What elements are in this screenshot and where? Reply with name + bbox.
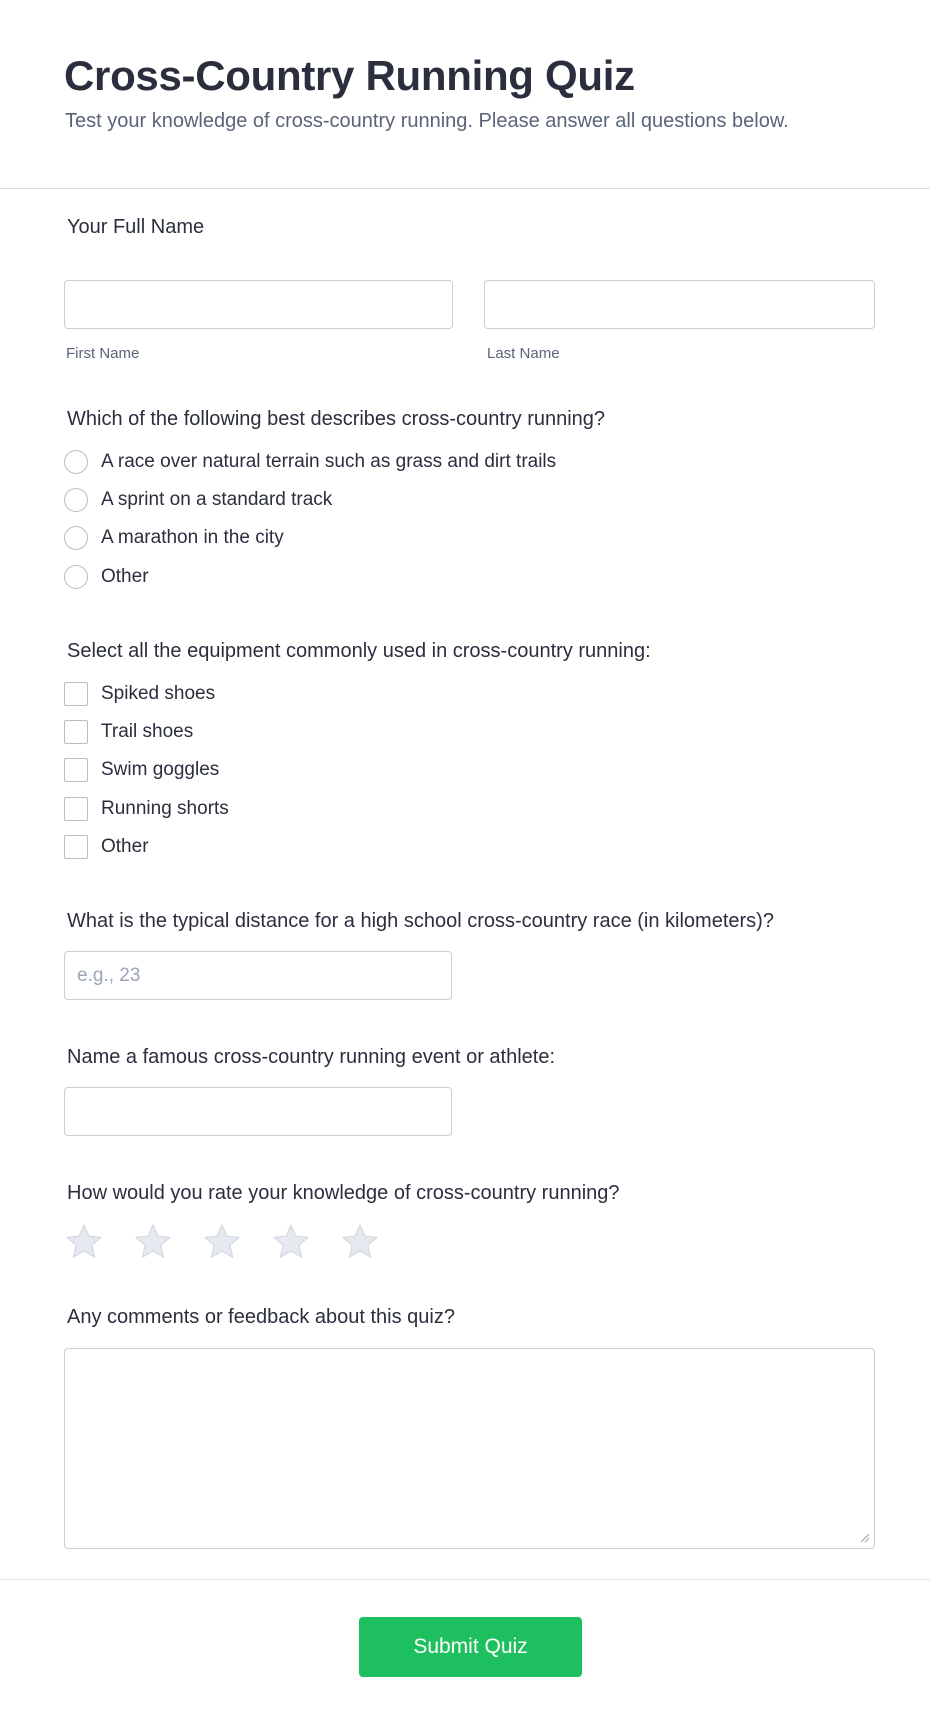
checkbox-option-label: Swim goggles	[101, 759, 220, 780]
famous-event-input[interactable]	[64, 1087, 452, 1136]
radio-option-label: A marathon in the city	[101, 527, 284, 548]
checkbox-option-label: Other	[101, 836, 149, 857]
radio-button[interactable]	[64, 565, 88, 589]
resize-grip-icon[interactable]	[858, 1531, 870, 1543]
page-title: Cross-Country Running Quiz	[64, 52, 635, 99]
checkbox[interactable]	[64, 758, 88, 782]
footer-divider	[0, 1579, 930, 1580]
rating-question-label: How would you rate your knowledge of cross-country running?	[67, 1182, 620, 1204]
checkbox-option-spiked-shoes[interactable]	[64, 681, 215, 707]
page-subtitle: Test your knowledge of cross-country running. Please answer all questions below.	[65, 110, 789, 132]
equipment-question-label: Select all the equipment commonly used in cross-country running:	[67, 640, 651, 662]
radio-option-marathon-city[interactable]	[64, 525, 284, 551]
radio-option-label: A race over natural terrain such as grass and dirt trails	[101, 451, 557, 472]
radio-option-sprint-track[interactable]	[64, 487, 332, 513]
first-name-input[interactable]	[64, 280, 453, 329]
radio-button[interactable]	[64, 450, 88, 474]
radio-option-other[interactable]	[64, 564, 149, 590]
checkbox[interactable]	[64, 682, 88, 706]
checkbox-option-label: Trail shoes	[101, 721, 194, 742]
checkbox[interactable]	[64, 797, 88, 821]
comments-question-label: Any comments or feedback about this quiz?	[67, 1306, 455, 1328]
star-icon[interactable]	[340, 1222, 380, 1262]
checkbox[interactable]	[64, 835, 88, 859]
star-icon[interactable]	[202, 1222, 242, 1262]
last-name-sublabel: Last Name	[487, 345, 560, 362]
checkbox[interactable]	[64, 720, 88, 744]
radio-button[interactable]	[64, 526, 88, 550]
radio-option-label: Other	[101, 566, 149, 587]
checkbox-option-other[interactable]	[64, 834, 149, 860]
radio-button[interactable]	[64, 488, 88, 512]
famous-question-label: Name a famous cross-country running event or athlete:	[67, 1046, 556, 1068]
comments-textarea[interactable]	[64, 1348, 875, 1549]
distance-input[interactable]	[64, 951, 452, 1000]
last-name-input[interactable]	[484, 280, 875, 329]
radio-option-label: A sprint on a standard track	[101, 489, 333, 510]
checkbox-option-swim-goggles[interactable]	[64, 757, 219, 783]
checkbox-option-trail-shoes[interactable]	[64, 719, 193, 745]
first-name-sublabel: First Name	[66, 345, 140, 362]
form-header	[0, 0, 930, 189]
checkbox-option-running-shorts[interactable]	[64, 796, 229, 822]
checkbox-option-label: Spiked shoes	[101, 683, 216, 704]
full-name-label: Your Full Name	[67, 216, 205, 238]
star-icon[interactable]	[271, 1222, 311, 1262]
radio-option-natural-terrain[interactable]	[64, 449, 556, 475]
description-question-label: Which of the following best describes cross-country running?	[67, 408, 606, 430]
checkbox-option-label: Running shorts	[101, 798, 229, 819]
submit-quiz-button[interactable]: Submit Quiz	[359, 1617, 582, 1677]
star-icon[interactable]	[64, 1222, 104, 1262]
star-icon[interactable]	[133, 1222, 173, 1262]
distance-question-label: What is the typical distance for a high school cross-country race (in kilometers)?	[67, 910, 774, 932]
